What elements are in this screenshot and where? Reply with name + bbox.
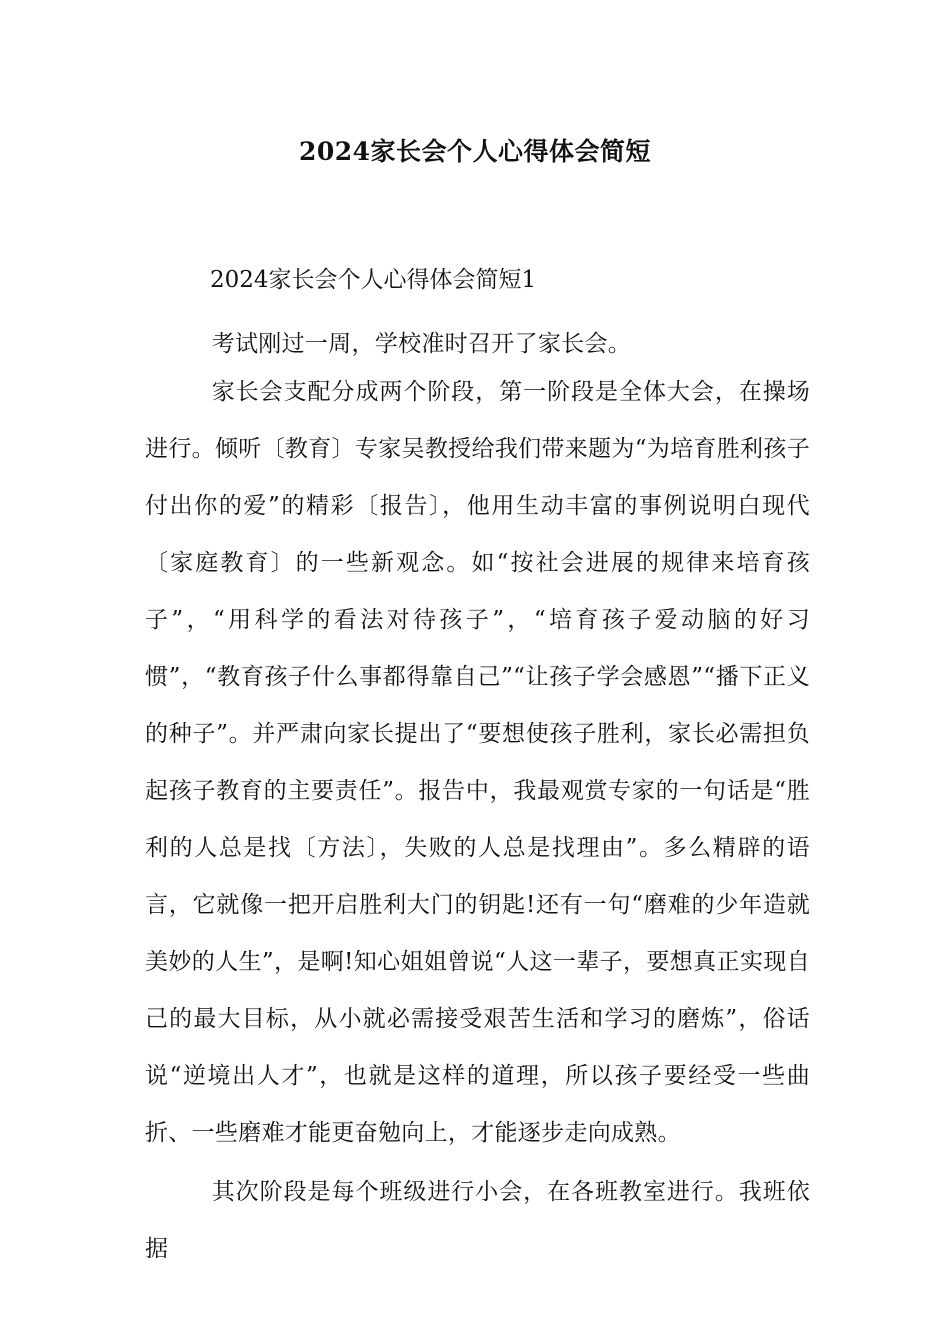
paragraph-2: 家长会支配分成两个阶段，第一阶段是全体大会，在操场进行。倾听〔教育〕专家吴教授给我们带来题为“为培育胜利孩子付出你的爱”的精彩〔报告〕，他用生动丰富的事例说明白现代〔家庭教育〕的一些新观念。如“按社会进展的规律来培育孩子”，“用科学的看法对待孩子”，“培育孩子爱动脑的好习惯”，“教育孩子什么事都得靠自己”“让孩子学会感恩”“播下正义的种子”。并严肃向家长提出了“要想使孩子胜利，家长必需担负起孩子教育的主要责任”。报告中，我最观赏专家的一句话是“胜利的人总是找〔方法〕，失败的人总是找理由”。多么精辟的语言，它就像一把开启胜利大门的钥匙!还有一句“磨难的少年造就美妙的人生”，是啊!知心姐姐曾说“人这一辈子，要想真正实现自己的最大目标，从小就必需接受艰苦生活和学习的磨炼”，俗话说“逆境出人才”，也就是这样的道理，所以孩子要经受一些曲折、一些磨难才能更奋勉向上，才能逐步走向成熟。 xyxy=(145,379,810,1146)
paragraph-3: 其次阶段是每个班级进行小会，在各班教室进行。我班依据 xyxy=(145,1179,810,1262)
section-heading: 2024家长会个人心得体会简短1 xyxy=(210,267,537,293)
document-title: 2024家长会个人心得体会简短 xyxy=(298,137,652,166)
paragraph-1: 考试刚过一周，学校准时召开了家长会。 xyxy=(211,331,632,357)
